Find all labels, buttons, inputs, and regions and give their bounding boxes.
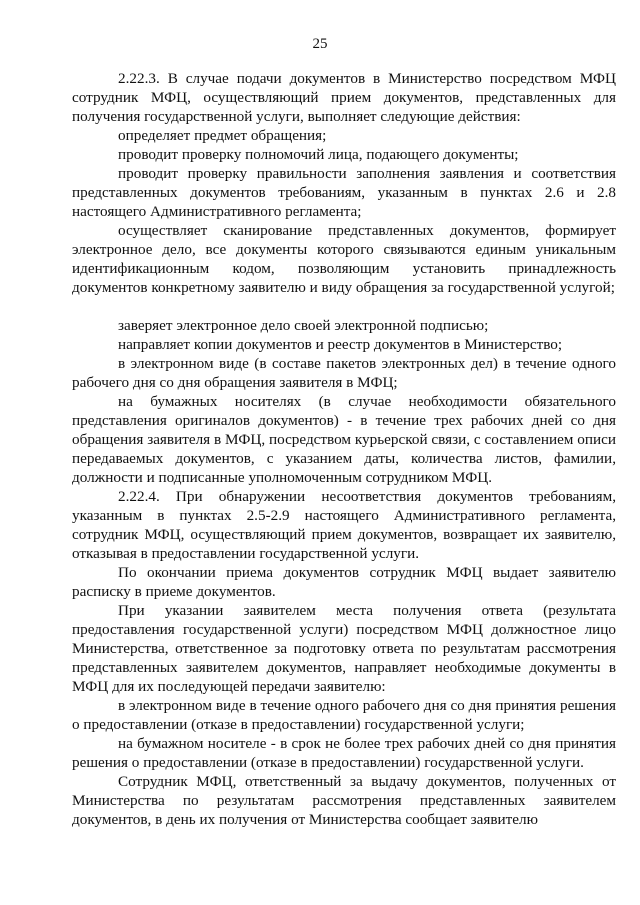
list-item-send-copies: направляет копии документов и реестр документов в Министерство; [118,336,563,353]
list-item-response-paper: на бумажном носителе - в срок не более трех рабочих дней со дня принятия решения о предоставлении (отказе в предоставлении) государственной услуги. [72,735,616,771]
paragraph-receipt: По окончании приема документов сотрудник МФЦ выдает заявителю расписку в приеме документов. [72,564,616,600]
list-item-subject: определяет предмет обращения; [118,127,327,144]
paragraph-response-place: При указании заявителем места получения ответа (результата предоставления государственной услуги) посредством МФЦ должностное лицо Министерства, ответственное за подготовку ответа по результатам рассмотрения представленных заявителем документов, направляет необходимые документы в МФЦ для их последующей передачи заявителю: [72,602,616,695]
list-item-correctness-check: проводит проверку правильности заполнения заявления и соответствия представленных документов требованиям, указанным в пунктах 2.6 и 2.8 настоящего Административного регламента; [72,165,616,220]
list-item-scanning: осуществляет сканирование представленных документов, формирует электронное дело, все документы которого связываются единым уникальным идентификационным кодом, позволяющим установить принадлежность документов конкретному заявителю и виду обращения за государственной услугой; [72,222,616,296]
list-item-electronic: в электронном виде (в составе пакетов электронных дел) в течение одного рабочего дня со дня обращения заявителя в МФЦ; [72,355,616,391]
paragraph-issuance: Сотрудник МФЦ, ответственный за выдачу документов, полученных от Министерства по результатам рассмотрения представленных заявителем документов, в день их получения от Министерства сообщает заявителю [72,773,616,828]
list-item-signature: заверяет электронное дело своей электронной подписью; [118,317,489,334]
list-item-response-electronic: в электронном виде в течение одного рабочего дня со дня принятия решения о предоставлении (отказе в предоставлении) государственной услуги; [72,697,616,733]
paragraph-2-22-3: 2.22.3. В случае подачи документов в Министерство посредством МФЦ сотрудник МФЦ, осуществляющий прием документов, представленных для получения государственной услуги, выполняет следующие действия: [72,70,616,125]
paragraph-2-22-4: 2.22.4. При обнаружении несоответствия документов требованиям, указанным в пунктах 2.5-2.9 настоящего Административного регламента, сотрудник МФЦ, осуществляющий прием документов, возвращает их заявителю, отказывая в предоставлении государственной услуги. [72,488,616,562]
page-number: 25 [312,36,328,52]
document-body [72,70,616,830]
list-item-paper: на бумажных носителях (в случае необходимости обязательного представления оригиналов документов) - в течение трех рабочих дней со дня обращения заявителя в МФЦ, посредством курьерской связи, с составлением описи передаваемых документов, с указанием даты, количества листов, фамилии, должности и подписанные уполномоченным сотрудником МФЦ. [72,393,616,486]
list-item-authority-check: проводит проверку полномочий лица, подающего документы; [118,146,519,163]
